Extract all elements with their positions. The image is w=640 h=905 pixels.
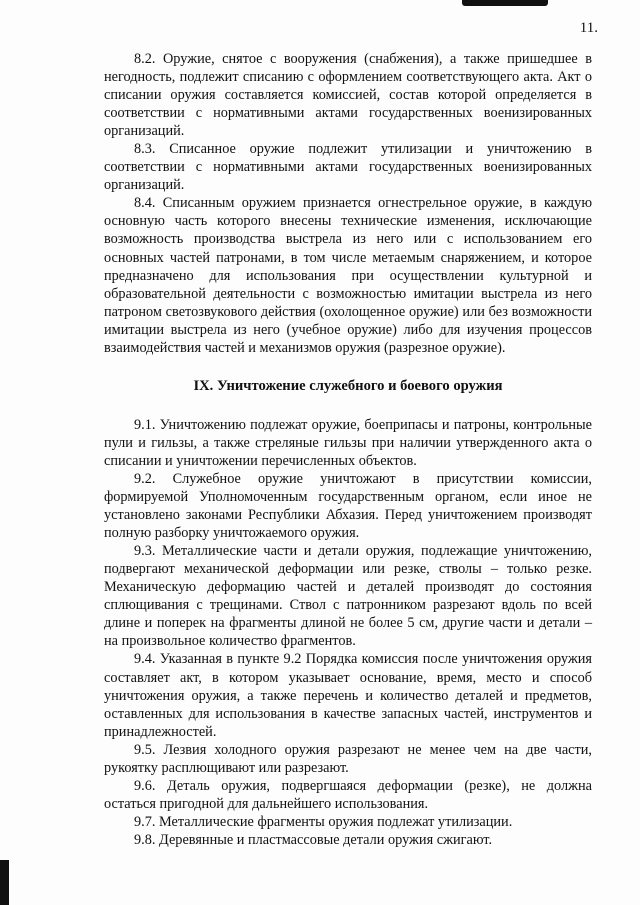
paragraph-9-8: 9.8. Деревянные и пластмассовые детали оружия сжигают. (134, 831, 493, 848)
paragraph-9-6: 9.6. Деталь оружия, подвергшаяся деформации (резке), не должна остаться пригодной для дальнейшего использования. (104, 777, 592, 812)
paragraph-9-2: 9.2. Служебное оружие уничтожают в присутствии комиссии, формируемой Уполномоченным государственным органом, если иное не установлено законами Республики Абхазия. Перед уничтожением производят полную разборку уничтожаемого оружия. (104, 470, 592, 542)
paragraph-9-3: 9.3. Металлические части и детали оружия, подлежащие уничтожению, подвергают механической деформации или резке, стволы – только резке. Механическую деформацию частей и деталей производят до состояния сплющивания с трещинами. Ствол с патронником разрезают вдоль по всей длине и поперек на фрагменты длиной не более 5 см, другие части и детали – на произвольное количество фрагментов. (104, 543, 592, 650)
paragraph-8-2: 8.2. Оружие, снятое с вооружения (снабжения), а также пришедшее в негодность, подлежит списанию с оформлением соответствующего акта. Акт о списании оружия составляется комиссией, состав которой определяется в соответствии с нормативными актами государственных военизированных организаций. (104, 51, 592, 140)
document-body (104, 50, 592, 849)
scan-artifact-top (462, 0, 548, 6)
scan-artifact-left (0, 860, 9, 905)
paragraph-8-4: 8.4. Списанным оружием признается огнестрельное оружие, в каждую основную часть которого внесены технические изменения, исключающие возможность производства выстрела из него или с использованием его основных частей патронами, в том числе метаемым снаряжением, и которое предназначено для использования при осуществлении культурной и образовательной деятельности с возможностью имитации выстрела из него патроном светозвукового действия (охолощенное оружие) или без возможности имитации выстрела из него (учебное оружие) либо для изучения процессов взаимодействия частей и механизмов оружия (разрезное оружие). (104, 195, 592, 356)
paragraph-9-7: 9.7. Металлические фрагменты оружия подлежат утилизации. (134, 813, 513, 830)
paragraph-9-5: 9.5. Лезвия холодного оружия разрезают не менее чем на две части, рукоятку расплющивают или разрезают. (104, 741, 592, 776)
paragraph-9-1: 9.1. Уничтожению подлежат оружие, боеприпасы и патроны, контрольные пули и гильзы, а также стреляные гильзы при наличии утвержденного акта о списании и уничтожении перечисленных объектов. (104, 416, 592, 469)
paragraph-9-4: 9.4. Указанная в пункте 9.2 Порядка комиссия после уничтожения оружия составляет акт, в котором указывает основание, время, место и способ уничтожения оружия, а также перечень и количество деталей и предметов, оставленных для использования в качестве запасных частей, инструментов и принадлежностей. (104, 651, 592, 740)
paragraph-8-3: 8.3. Списанное оружие подлежит утилизации и уничтожению в соответствии с нормативными актами государственных военизированных организаций. (104, 141, 592, 194)
page-number: 11. (579, 20, 598, 36)
section-heading: IX. Уничтожение служебного и боевого оружия (193, 377, 503, 394)
